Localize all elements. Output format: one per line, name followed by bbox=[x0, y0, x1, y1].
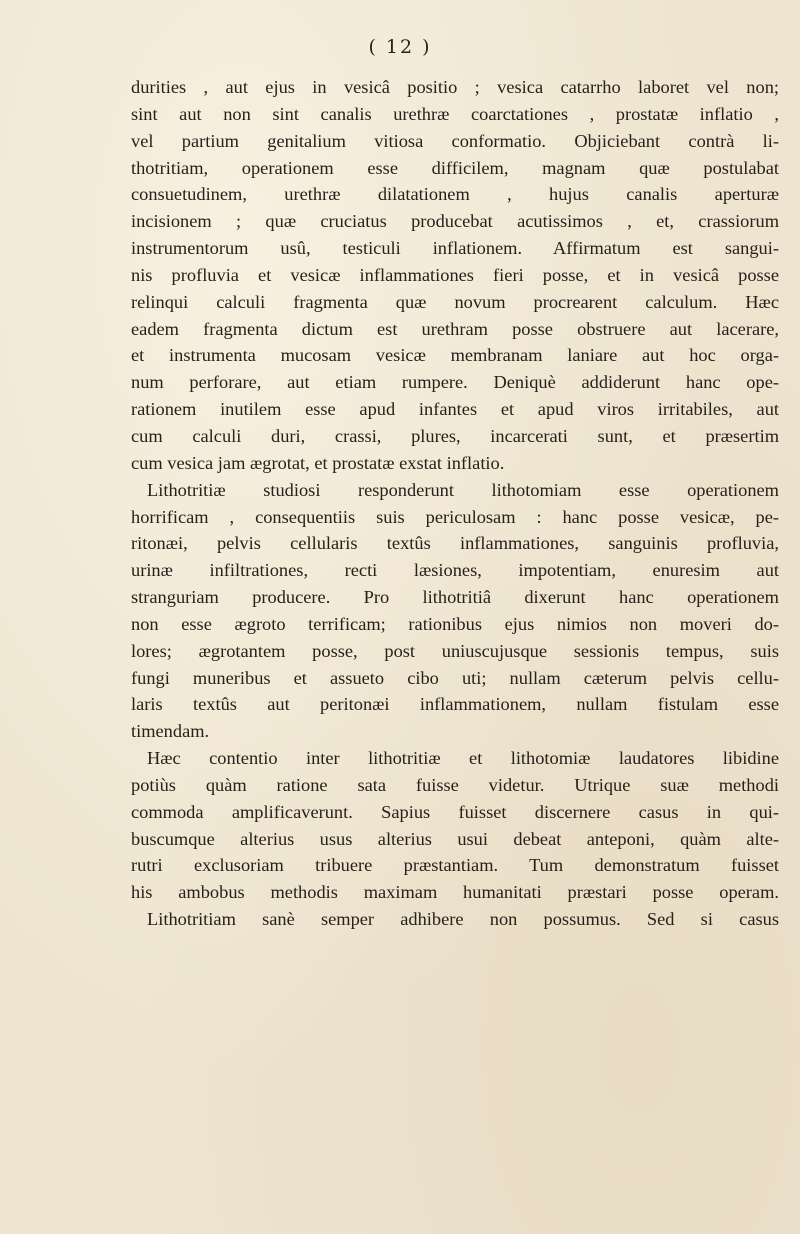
text-line: laris textûs aut peritonæi inflammationem, nullam fistulam esse bbox=[131, 694, 779, 715]
text-line: sint aut non sint canalis urethræ coarctationes , prostatæ inflatio , bbox=[131, 103, 779, 124]
text-line: urinæ infiltrationes, recti læsiones, impotentiam, enuresim aut bbox=[131, 560, 779, 581]
text-line: consuetudinem, urethræ dilatationem , hujus canalis aperturæ bbox=[131, 184, 779, 205]
text-line: rationem inutilem esse apud infantes et apud viros irritabiles, aut bbox=[131, 399, 779, 420]
text-line: durities , aut ejus in vesicâ positio ; vesica catarrho laboret vel non; bbox=[131, 77, 779, 97]
text-line: cum calculi duri, crassi, plures, incarcerati sunt, et præsertim bbox=[131, 425, 779, 446]
text-line: buscumque alterius usus alterius usui debeat anteponi, quàm alte- bbox=[131, 828, 779, 849]
paragraph-first-line: Hæc contentio inter lithotritiæ et lithotomiæ laudatores libidine bbox=[147, 748, 779, 769]
paragraph-first-line: Lithotritiam sanè semper adhibere non possumus. Sed si casus bbox=[147, 909, 779, 930]
page-number: ( 12 ) bbox=[368, 36, 432, 58]
text-line: cum vesica jam ægrotat, et prostatæ exstat inflatio. bbox=[131, 452, 505, 473]
text-line: his ambobus methodis maximam humanitati præstari posse operam. bbox=[131, 882, 779, 903]
text-line: stranguriam producere. Pro lithotritiâ dixerunt hanc operationem bbox=[131, 587, 779, 608]
body-text bbox=[131, 74, 779, 933]
text-line: potiùs quàm ratione sata fuisse videtur. Utrique suæ methodi bbox=[131, 774, 779, 795]
text-line: vel partium genitalium vitiosa conformatio. Objiciebant contrà li- bbox=[131, 130, 779, 151]
paragraph-first-line: Lithotritiæ studiosi responderunt lithotomiam esse operationem bbox=[147, 479, 779, 500]
text-line: thotritiam, operationem esse difficilem, magnam quæ postulabat bbox=[131, 157, 779, 178]
text-line: non esse ægroto terrificam; rationibus ejus nimios non moveri do- bbox=[131, 613, 779, 634]
text-line: et instrumenta mucosam vesicæ membranam laniare aut hoc orga- bbox=[131, 345, 779, 366]
text-line: lores; ægrotantem posse, post uniuscujusque sessionis tempus, suis bbox=[131, 640, 779, 661]
text-line: eadem fragmenta dictum est urethram posse obstruere aut lacerare, bbox=[131, 318, 779, 339]
text-line: instrumentorum usû, testiculi inflationem. Affirmatum est sangui- bbox=[131, 238, 779, 259]
text-line: rutri exclusoriam tribuere præstantiam. Tum demonstratum fuisset bbox=[131, 855, 779, 876]
text-line: fungi muneribus et assueto cibo uti; nullam cæterum pelvis cellu- bbox=[131, 667, 779, 688]
text-line: nis profluvia et vesicæ inflammationes fieri posse, et in vesicâ posse bbox=[131, 264, 779, 285]
text-line: horrificam , consequentiis suis periculosam : hanc posse vesicæ, pe- bbox=[131, 506, 779, 527]
text-line: ritonæi, pelvis cellularis textûs inflammationes, sanguinis profluvia, bbox=[131, 533, 779, 554]
text-line: num perforare, aut etiam rumpere. Deniquè addiderunt hanc ope- bbox=[131, 372, 779, 393]
text-line: timendam. bbox=[131, 721, 210, 742]
text-line: incisionem ; quæ cruciatus producebat acutissimos , et, crassiorum bbox=[131, 211, 779, 232]
text-line: commoda amplificaverunt. Sapius fuisset discernere casus in qui- bbox=[131, 801, 779, 822]
text-line: relinqui calculi fragmenta quæ novum procrearent calculum. Hæc bbox=[131, 291, 779, 312]
